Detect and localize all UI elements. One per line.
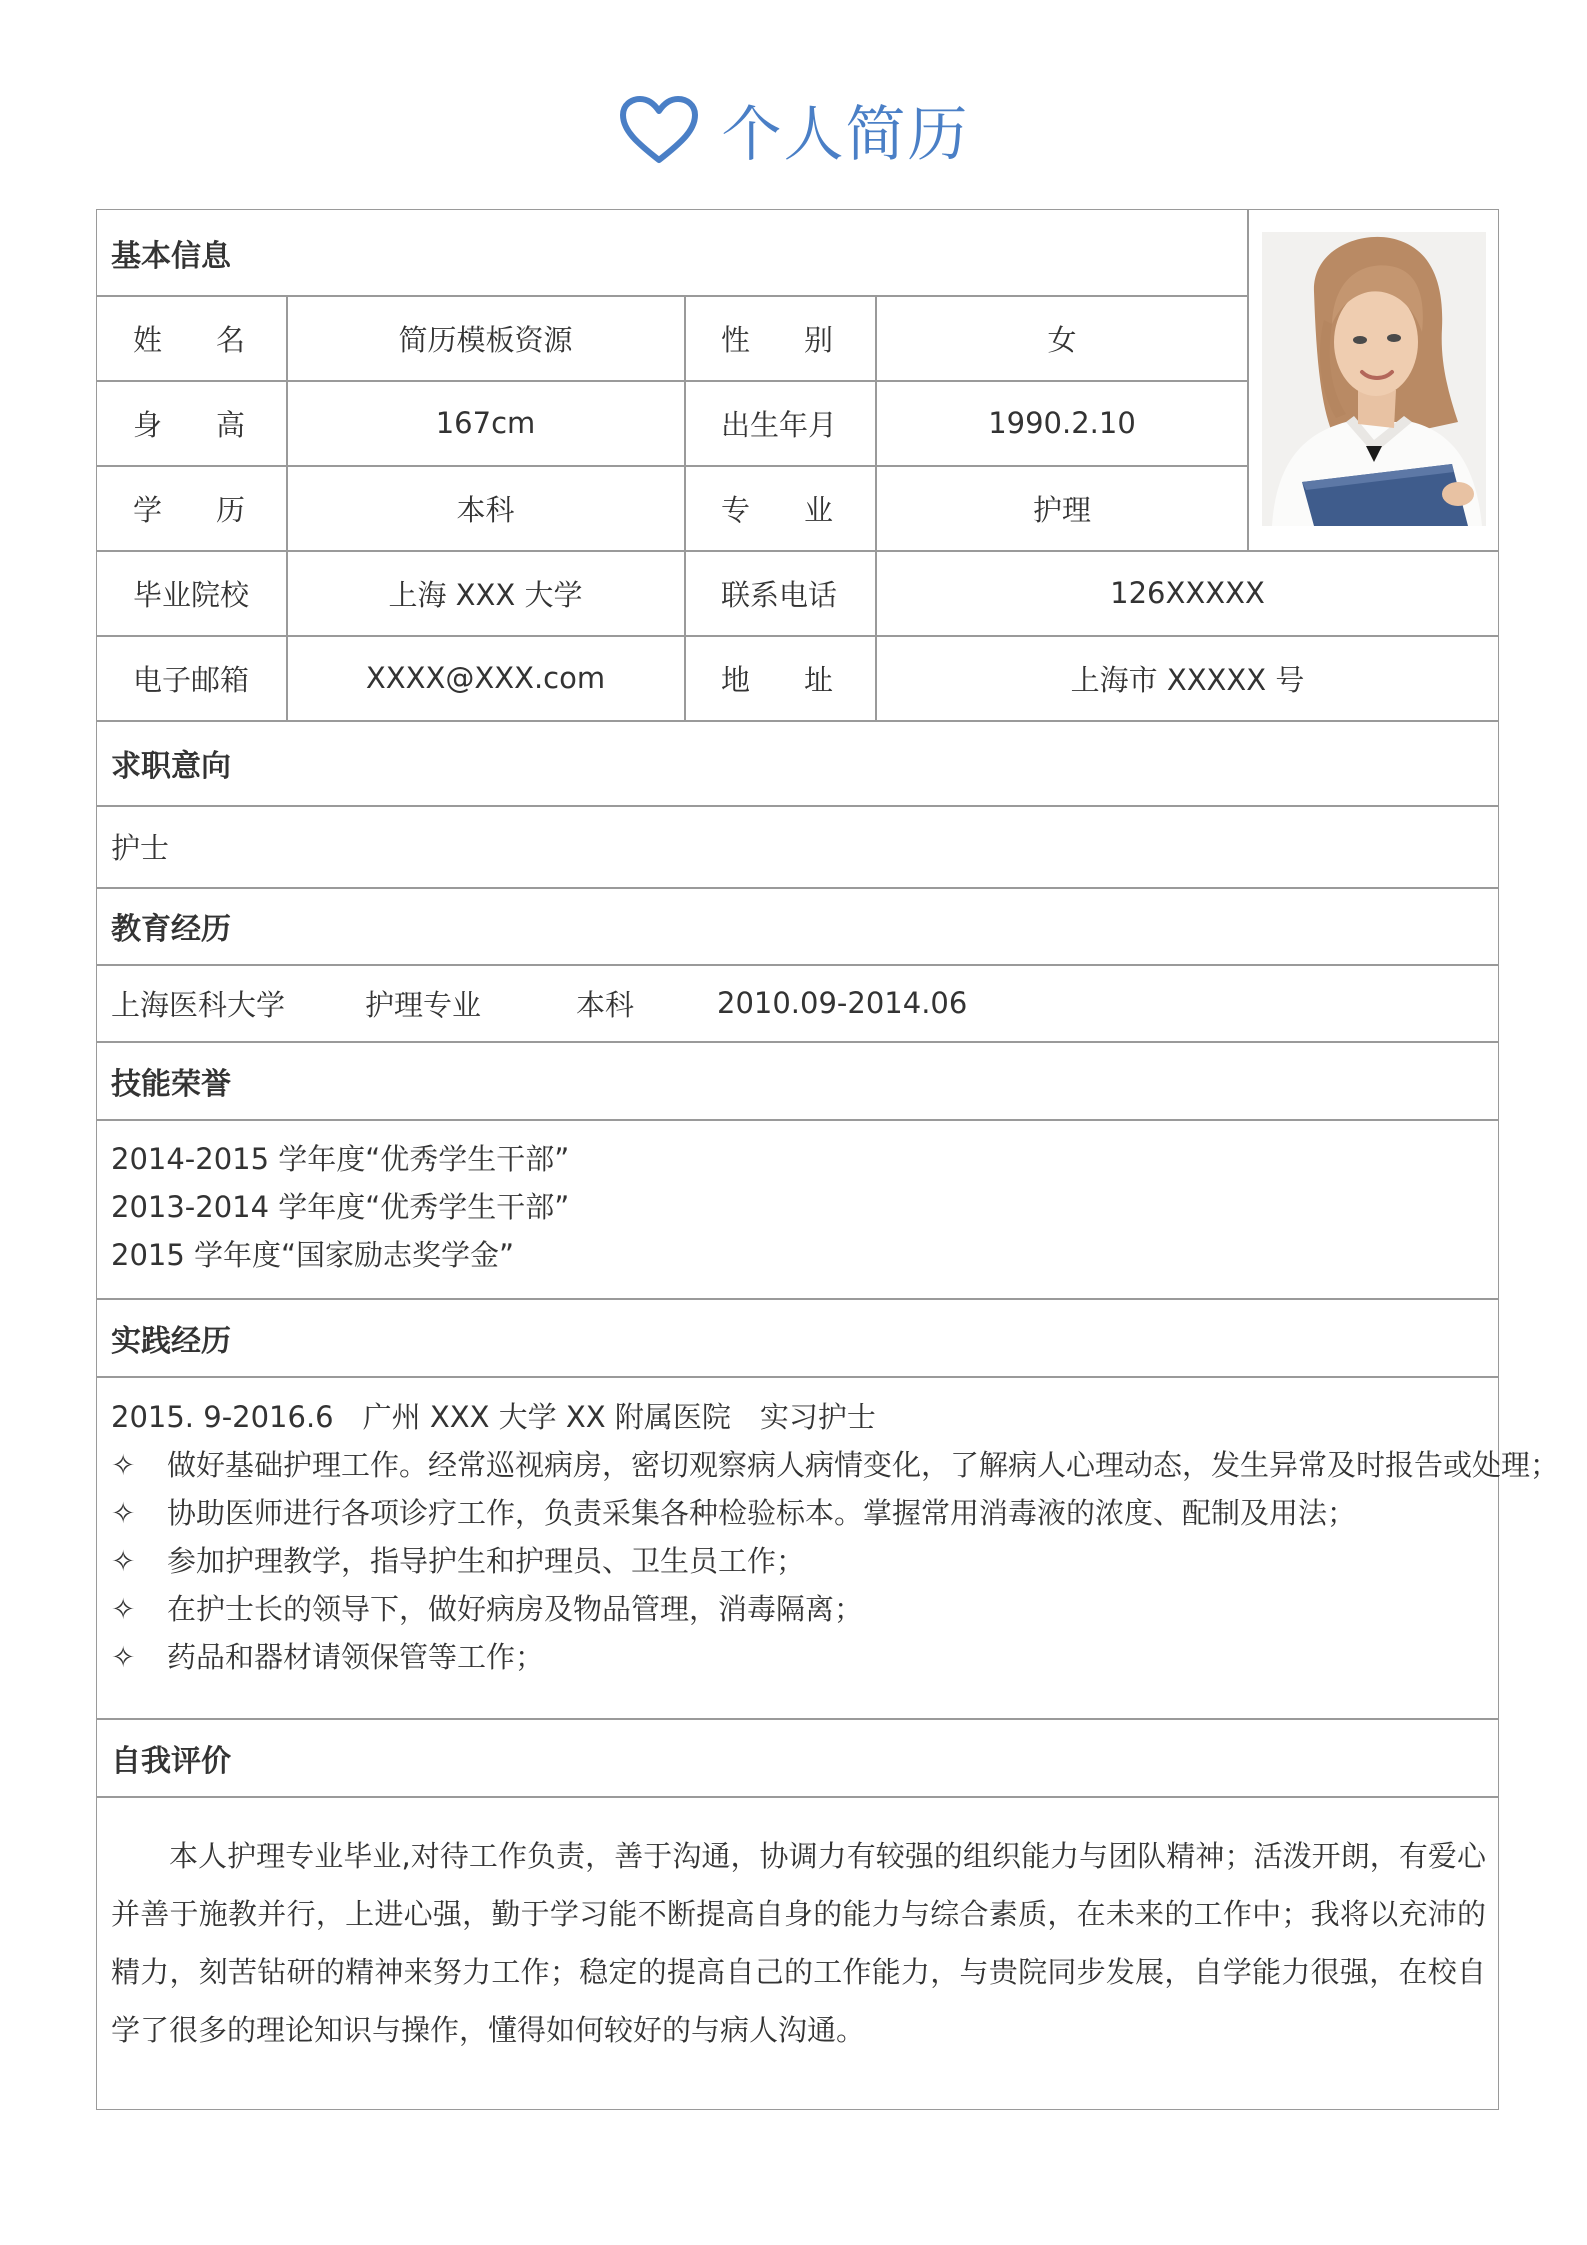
field-label: 毕业院校 xyxy=(133,577,250,612)
field-value: 126XXXXX xyxy=(1110,576,1265,610)
field-label-text: 姓 名 xyxy=(133,322,245,357)
portrait-photo xyxy=(1262,232,1486,526)
field-label: 出生年月 xyxy=(721,407,838,442)
education-school: 上海医科大学 xyxy=(111,987,286,1022)
section-title-self-evaluation: 自我评价 xyxy=(111,1743,231,1779)
education-major: 护理专业 xyxy=(365,987,482,1022)
field-label-text: 性 别 xyxy=(721,322,833,357)
page-title: 个人简历 xyxy=(721,100,970,170)
honor-item: 2013-2014 学年度“优秀学生干部” xyxy=(111,1190,570,1224)
bullet-star-icon: ✧ xyxy=(111,1544,136,1578)
honor-item: 2015 学年度“国家励志奖学金” xyxy=(111,1238,515,1272)
field-value: 上海 XXX 大学 xyxy=(388,577,583,612)
field-label-text: 学 历 xyxy=(133,492,245,527)
field-label: 电子邮箱 xyxy=(133,662,250,697)
self-evaluation-text: 本人护理专业毕业,对待工作负责，善于沟通，协调力有较强的组织能力与团队精神；活泼开朗，有爱心并善于施教并行，上进心强，勤于学习能不断提高自身的能力与综合素质，在未来的工作中；我将以充沛的精力，刻苦钻研的精神来努力工作；稳定的提高自己的工作能力，与贵院同步发展，自学能力很强，在校自学了很多的理论知识与操作，懂得如何较好的与病人沟通。 xyxy=(111,1839,1486,2047)
education-period: 2010.09-2014.06 xyxy=(717,986,968,1020)
bullet-star-icon: ✧ xyxy=(111,1448,136,1482)
profile-photo xyxy=(1262,232,1486,526)
field-value: 本科 xyxy=(456,492,515,527)
practice-item-text: 参加护理教学，指导护生和护理员、卫生员工作； xyxy=(167,1544,806,1578)
practice-content xyxy=(111,1393,1559,1681)
bullet-star-icon: ✧ xyxy=(111,1496,136,1530)
heart-outline-icon xyxy=(618,94,700,166)
field-label: 联系电话 xyxy=(721,577,838,612)
bullet-star-icon: ✧ xyxy=(111,1592,136,1626)
section-title-practice: 实践经历 xyxy=(111,1323,231,1359)
practice-item xyxy=(111,1537,1559,1585)
job-intention-value: 护士 xyxy=(111,831,170,865)
resume-table xyxy=(96,209,1560,2110)
practice-item-text: 做好基础护理工作。经常巡视病房，密切观察病人病情变化，了解病人心理动态，发生异常及时报告或处理； xyxy=(167,1448,1560,1482)
section-title-job-intention: 求职意向 xyxy=(111,749,231,784)
practice-item xyxy=(111,1441,1559,1489)
practice-header-line: 2015. 9-2016.6 广州 XXX 大学 XX 附属医院 实习护士 xyxy=(111,1400,876,1434)
field-value: 167cm xyxy=(435,406,536,440)
field-value: 1990.2.10 xyxy=(988,406,1136,440)
practice-item xyxy=(111,1585,1559,1633)
honor-item: 2014-2015 学年度“优秀学生干部” xyxy=(111,1142,570,1176)
section-title-basic-info: 基本信息 xyxy=(111,239,231,274)
field-value: 简历模板资源 xyxy=(398,322,573,357)
field-label-text: 身 高 xyxy=(133,407,245,442)
page-header xyxy=(0,86,1587,174)
field-label-text: 地 址 xyxy=(721,662,833,697)
bullet-star-icon: ✧ xyxy=(111,1640,136,1674)
practice-item-text: 药品和器材请领保管等工作； xyxy=(167,1640,545,1674)
practice-item-text: 协助医师进行各项诊疗工作，负责采集各种检验标本。掌握常用消毒液的浓度、配制及用法； xyxy=(167,1496,1357,1530)
section-title-education: 教育经历 xyxy=(111,912,231,947)
field-value: XXXX@XXX.com xyxy=(365,661,606,695)
practice-item xyxy=(111,1489,1559,1537)
section-title-honors: 技能荣誉 xyxy=(111,1066,231,1102)
honors-list xyxy=(111,1135,569,1279)
education-degree: 本科 xyxy=(576,987,635,1022)
field-value: 上海市 XXXXX 号 xyxy=(1070,662,1305,697)
field-value: 护理 xyxy=(1032,492,1091,527)
education-row xyxy=(111,965,967,1041)
practice-item xyxy=(111,1633,1559,1681)
practice-item-text: 在护士长的领导下，做好病房及物品管理，消毒隔离； xyxy=(167,1592,864,1626)
field-label-text: 专 业 xyxy=(721,492,833,527)
field-value: 女 xyxy=(1047,322,1077,357)
